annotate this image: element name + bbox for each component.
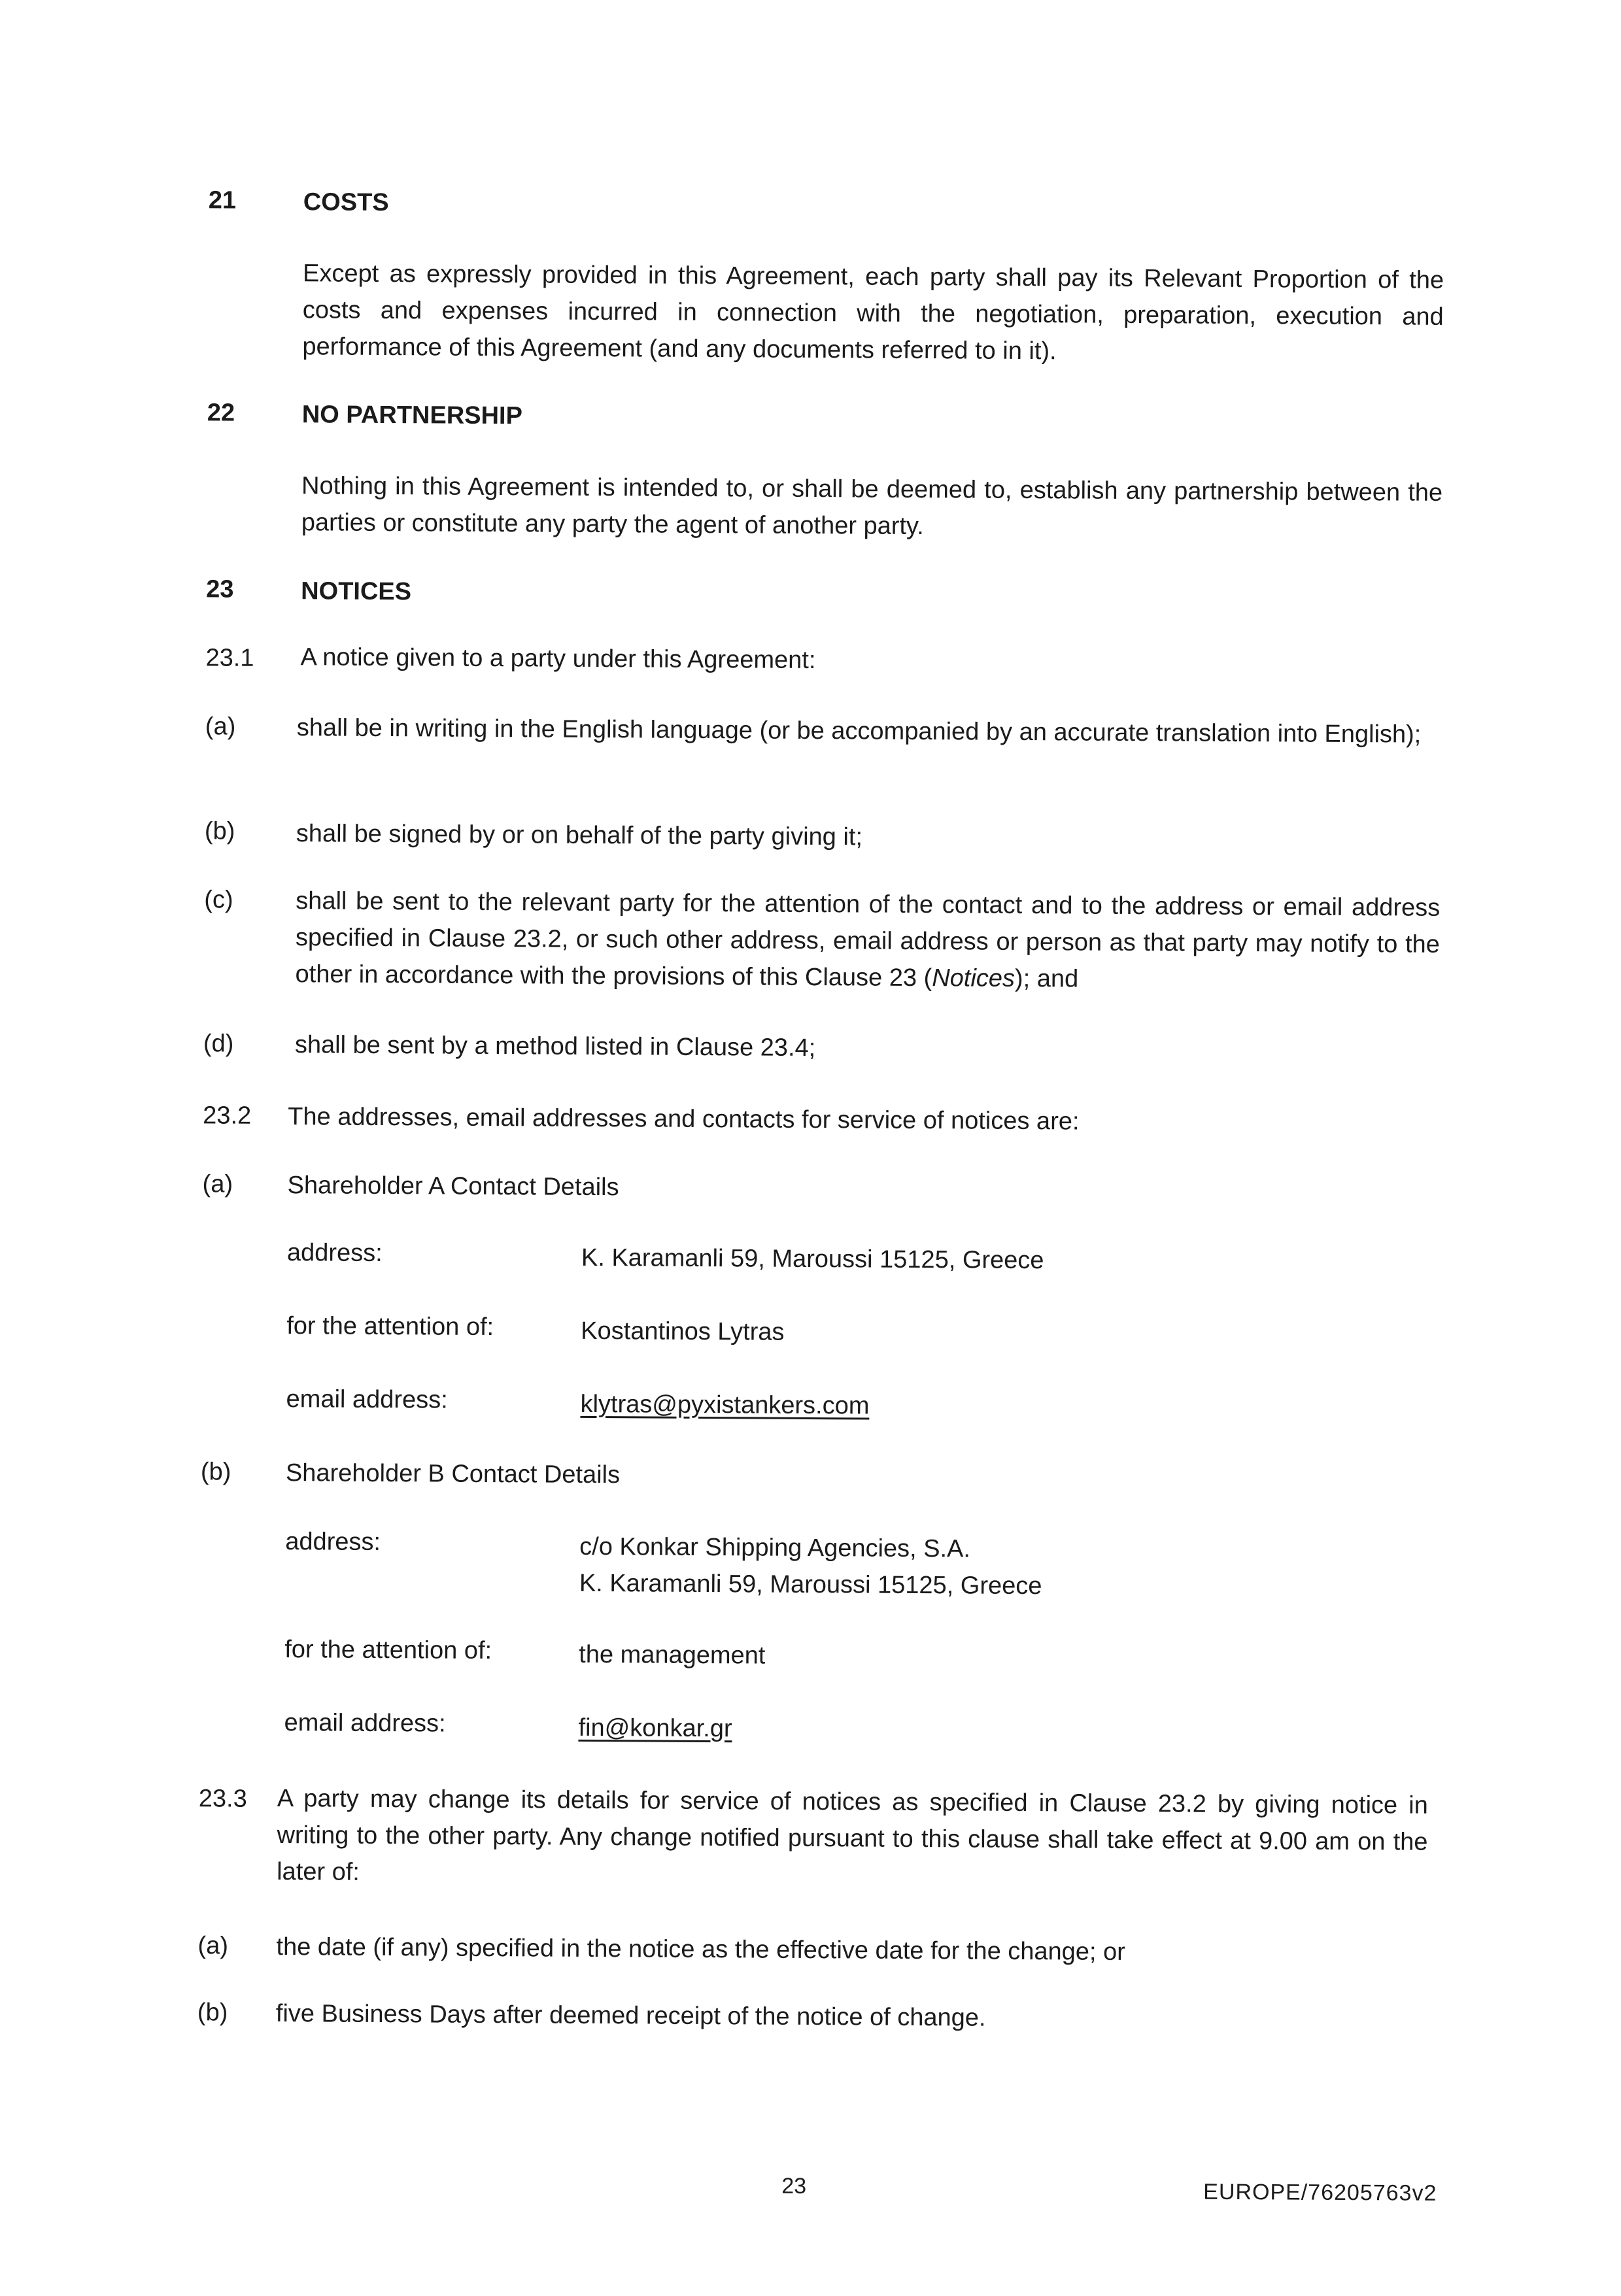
list-item: shall be signed by or on behalf of the party giving it; <box>296 820 863 851</box>
list-item: shall be sent by a method listed in Clause 23.4; <box>294 1031 816 1062</box>
email-link[interactable]: klytras@pyxistankers.com <box>580 1390 870 1420</box>
item-label: (d) <box>203 1030 234 1058</box>
email-label: email address: <box>284 1709 446 1738</box>
attention-label: for the attention of: <box>284 1636 492 1665</box>
address-label: address: <box>286 1239 383 1267</box>
section-heading: COSTS <box>303 188 389 217</box>
item-label: (b) <box>204 817 235 845</box>
section-number: 23 <box>206 575 234 603</box>
list-item: five Business Days after deemed receipt of the notice of change. <box>275 2000 986 2032</box>
section-number: 22 <box>207 399 235 427</box>
page-number: 23 <box>781 2173 807 2199</box>
section-number: 21 <box>208 186 237 214</box>
address-line-1: c/o Konkar Shipping Agencies, S.A. <box>579 1532 971 1563</box>
item-text: ); and <box>1014 964 1079 993</box>
attention-label: for the attention of: <box>286 1312 494 1342</box>
item-label: (a) <box>205 713 236 741</box>
item-label: (a) <box>197 1932 229 1960</box>
clause-number: 23.3 <box>198 1785 247 1813</box>
shareholder-b-title: Shareholder B Contact Details <box>285 1459 621 1489</box>
clause-text: A party may change its details for service of notices as specified in Clause 23.2 by giving notice in writing to the other party. Any change notified pursuant to this clause shall take effect at 9.00 am on the later of: <box>277 1785 1428 1886</box>
item-text-italic: Notices <box>932 964 1015 992</box>
section-paragraph: Nothing in this Agreement is intended to, or shall be deemed to, establish any partnership between the parties or constitute any party the agent of another party. <box>301 472 1443 541</box>
item-label: (b) <box>200 1458 231 1486</box>
address-label: address: <box>285 1528 381 1556</box>
item-label: (b) <box>197 1999 228 2027</box>
item-text: shall be sent to the relevant party for the attention of the contact and to the address or email address specified in Clause 23.2, or such other address, email address or person as that party may notify to the other in accordance with the provisions of this Clause 23 ( <box>295 887 1441 992</box>
clause-text: The addresses, email addresses and contacts for service of notices are: <box>288 1103 1080 1136</box>
item-label: (a) <box>202 1170 233 1198</box>
section-heading: NOTICES <box>301 577 412 606</box>
email-link[interactable]: fin@konkar.gr <box>578 1714 732 1743</box>
section-paragraph: Except as expressly provided in this Agreement, each party shall pay its Relevant Proportion of the costs and expenses incurred in connection with the negotiation, preparation, execution and performance of this Agreement (and any documents referred to in it). <box>302 260 1444 365</box>
attention-value: the management <box>579 1640 766 1670</box>
item-label: (c) <box>204 886 233 914</box>
list-item: the date (if any) specified in the notice as the effective date for the change; or <box>276 1933 1126 1966</box>
list-item: shall be in writing in the English language (or be accompanied by an accurate translation into English); <box>296 714 1422 749</box>
address-value: K. Karamanli 59, Maroussi 15125, Greece <box>581 1243 1044 1275</box>
attention-value: Kostantinos Lytras <box>581 1317 785 1346</box>
clause-number: 23.2 <box>203 1102 252 1130</box>
document-reference: EUROPE/76205763v2 <box>1203 2179 1437 2206</box>
section-heading: NO PARTNERSHIP <box>301 401 523 430</box>
address-line-2: K. Karamanli 59, Maroussi 15125, Greece <box>579 1569 1042 1600</box>
clause-text: A notice given to a party under this Agreement: <box>300 643 816 675</box>
list-item <box>295 883 1440 1000</box>
clause-number: 23.1 <box>205 644 254 672</box>
email-label: email address: <box>286 1385 448 1414</box>
shareholder-a-title: Shareholder A Contact Details <box>287 1172 619 1202</box>
